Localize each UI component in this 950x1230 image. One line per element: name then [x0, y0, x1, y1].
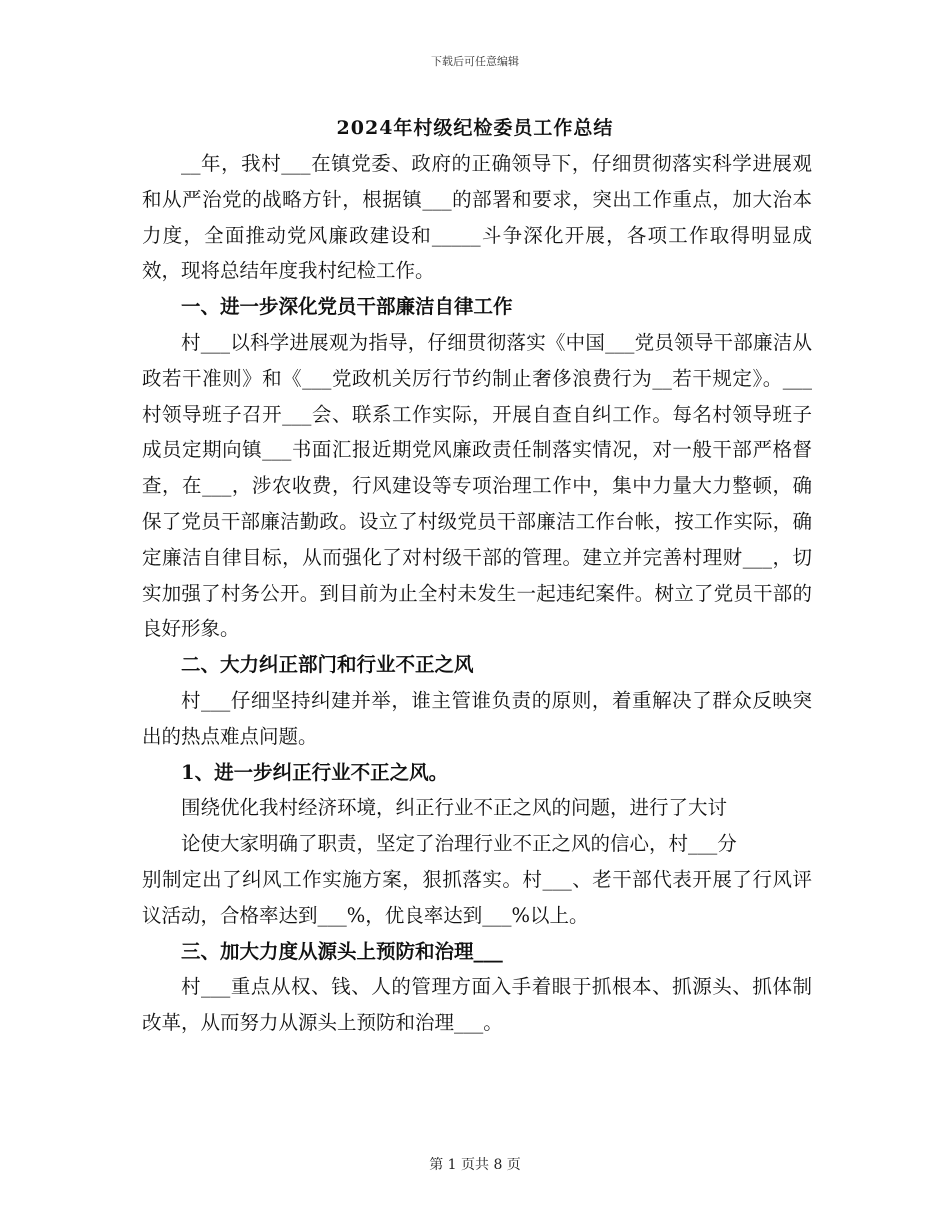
section-1-paragraph: 村___以科学进展观为指导，仔细贯彻落实《中国___党员领导干部廉洁从政若干准则》和《___党政机关厉行节约制止奢侈浪费行为__若干规定》。___村领导班子召开___会、联系工作实际，开展自查自纠工作。每名村领导班子成员定期向镇___书面汇报近期党风廉政责任制落实情况，对一般干部严格督查，在___，涉农收费，行风建设等专项治理工作中，集中力量大力整顿，确保了党员干部廉洁勤政。设立了村级党员干部廉洁工作台帐，按工作实际，确定廉洁自律目标，从而强化了对村级干部的管理。建立并完善村理财___，切实加强了村务公开。到目前为止全村未发生一起违纪案件。树立了党员干部的良好形象。 [142, 330, 812, 641]
section-1-heading: 一、进一步深化党员干部廉洁自律工作 [181, 295, 513, 319]
section-2-sub-line-2: 论使大家明确了职责，坚定了治理行业不正之风的信心，村___分 [181, 832, 737, 856]
section-3-heading: 三、加大力度从源头上预防和治理___ [181, 939, 503, 963]
header-note: 下载后可任意编辑 [431, 55, 519, 68]
document-body [142, 146, 812, 1041]
section-2-heading: 二、大力纠正部门和行业不正之风 [181, 653, 474, 677]
section-2-sub-line-1: 围绕优化我村经济环境，纠正行业不正之风的问题，进行了大讨 [181, 796, 728, 820]
section-2-subheading-1: 1、进一步纠正行业不正之风。 [181, 760, 449, 784]
section-2-sub-paragraph: 别制定出了纠风工作实施方案，狠抓落实。村___、老干部代表开展了行风评议活动，合格率达到___%，优良率达到___%以上。 [142, 867, 812, 927]
section-2-paragraph: 村___仔细坚持纠建并举，谁主管谁负责的原则，着重解决了群众反映突出的热点难点问题。 [142, 688, 812, 748]
page-footer: 第 1 页共 8 页 [429, 1157, 521, 1173]
document-title: 2024年村级纪检委员工作总结 [336, 117, 614, 139]
section-3-paragraph: 村___重点从权、钱、人的管理方面入手着眼于抓根本、抓源头、抓体制改革，从而努力从源头上预防和治理___。 [142, 975, 812, 1035]
intro-paragraph: __年，我村___在镇党委、政府的正确领导下，仔细贯彻落实科学进展观和从严治党的战略方针，根据镇___的部署和要求，突出工作重点，加大治本力度，全面推动党风廉政建设和_____斗争深化开展，各项工作取得明显成效，现将总结年度我村纪检工作。 [142, 152, 812, 283]
